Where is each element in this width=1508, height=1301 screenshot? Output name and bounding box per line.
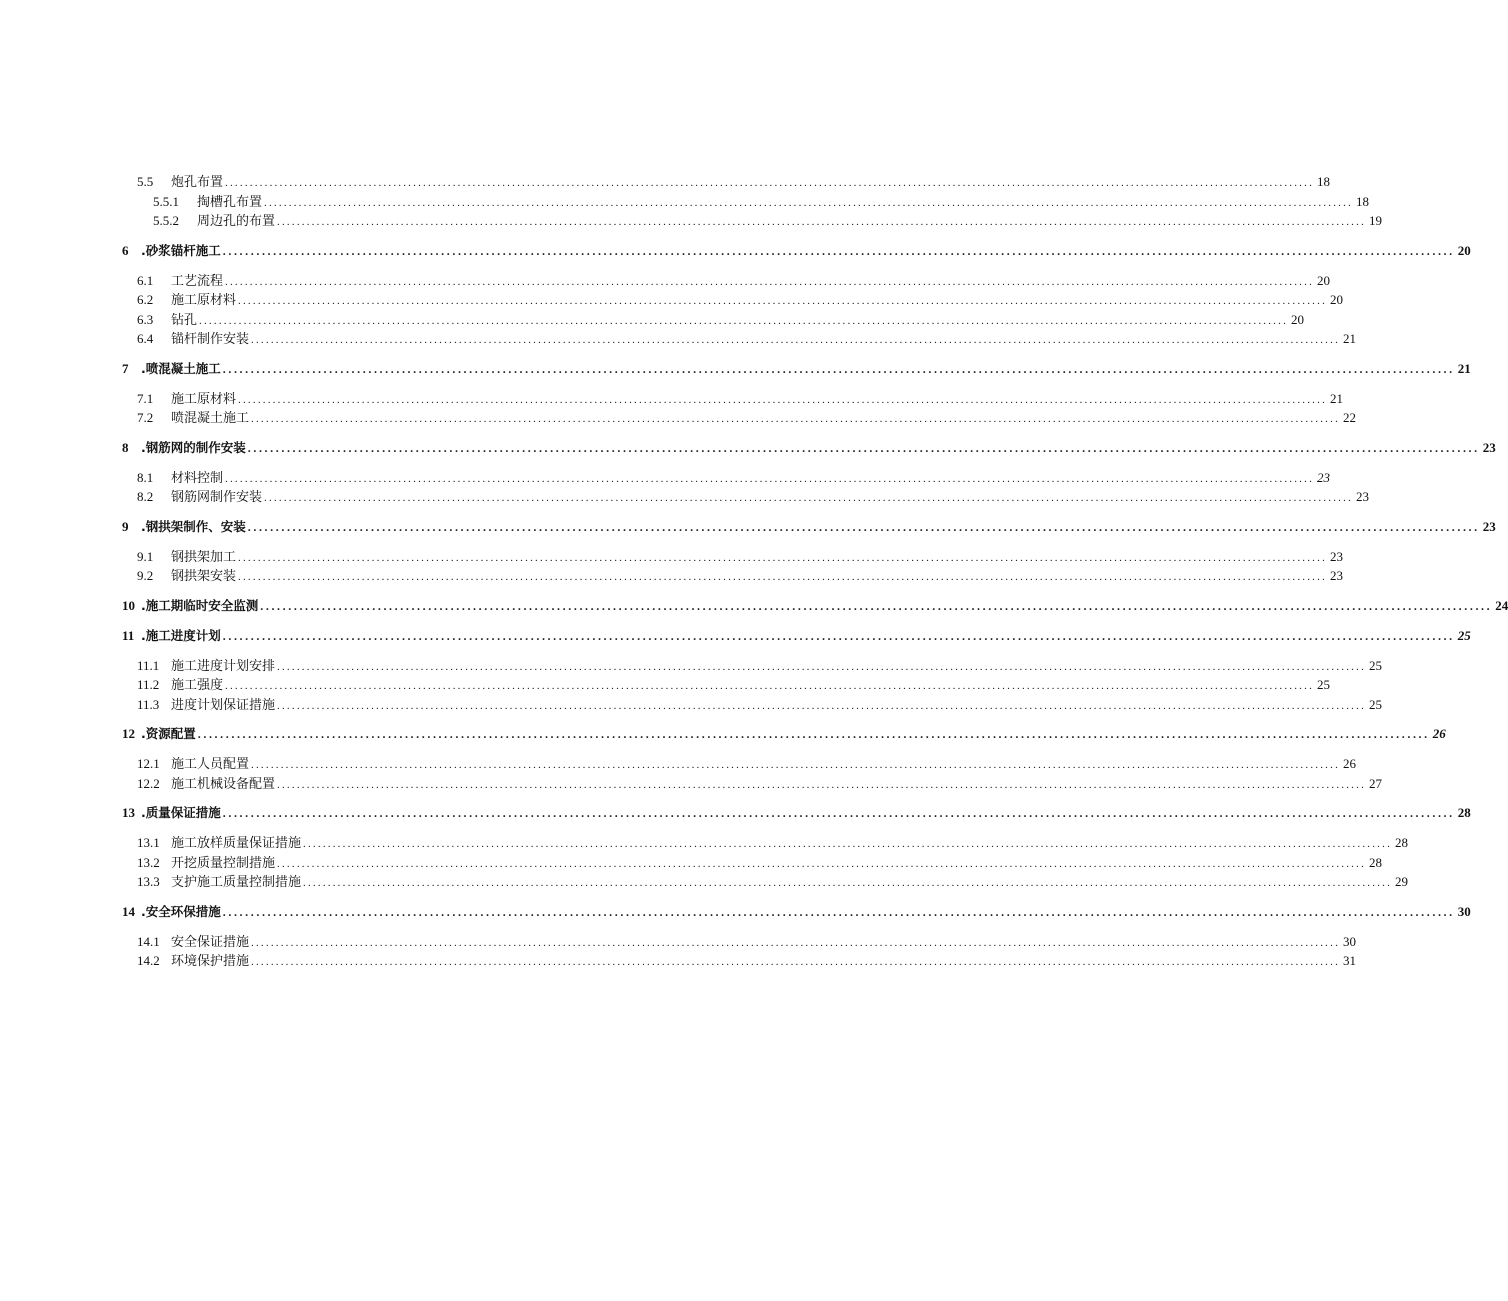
toc-entry-title: .安全环保措施 <box>141 903 221 919</box>
toc-page-number: 29 <box>1395 874 1409 889</box>
toc-entry-number: 6.4 <box>137 331 154 346</box>
toc-entry-number: 5.5 <box>137 174 154 189</box>
toc-dot-leader: ............................................................................................................................................................................................................................ <box>251 334 1341 346</box>
toc-dot-leader: ............................................................................................................................................................................................................................ <box>222 806 1455 820</box>
toc-entry-number: 12 <box>122 726 135 741</box>
toc-entry-number: 14.2 <box>137 953 160 968</box>
toc-entry[interactable] <box>0 290 1344 310</box>
toc-dot-leader: ............................................................................................................................................................................................................................ <box>277 216 1367 228</box>
toc-entry-number: 14 <box>122 903 135 919</box>
toc-entry-number: 11.2 <box>137 677 160 692</box>
toc-entry-title: 钻孔 <box>171 311 198 327</box>
toc-entry[interactable] <box>0 192 1370 212</box>
toc-entry-number: 9 <box>122 518 129 534</box>
toc-page-number: 25 <box>1369 696 1383 712</box>
toc-entry-number: 9.1 <box>137 548 154 564</box>
toc-dot-leader: ............................................................................................................................................................................................................................ <box>251 956 1341 968</box>
toc-entry-title: 掏槽孔布置 <box>197 193 263 209</box>
toc-entry-title: 施工原材料 <box>171 390 237 406</box>
toc-entry[interactable] <box>0 438 1496 458</box>
toc-page-number: 18 <box>1317 174 1331 189</box>
toc-entry-title: 钢拱架加工 <box>171 548 237 564</box>
toc-entry[interactable] <box>0 359 1471 379</box>
toc-entry[interactable] <box>0 724 1446 744</box>
toc-entry[interactable] <box>0 803 1471 823</box>
toc-entry-number: 14.1 <box>137 933 160 949</box>
toc-entry-title: 钢筋网制作安装 <box>171 489 263 504</box>
toc-dot-leader: ............................................................................................................................................................................................................................ <box>238 295 1328 307</box>
toc-entry-title: 钢拱架安装 <box>171 568 237 583</box>
toc-dot-leader: ............................................................................................................................................................................................................................ <box>247 519 1480 534</box>
toc-page-number: 23 <box>1330 568 1344 583</box>
toc-page-number: 26 <box>1432 726 1446 741</box>
toc-entry-title: .砂浆锚杆施工 <box>141 242 221 258</box>
toc-page-number: 25 <box>1369 657 1383 673</box>
toc-dot-leader: ............................................................................................................................................................................................................................ <box>303 838 1393 850</box>
toc-entry-title: 施工机械设备配置 <box>171 775 276 791</box>
toc-entry[interactable] <box>0 951 1357 971</box>
toc-entry-title: .喷混凝土施工 <box>141 360 221 376</box>
toc-dot-leader: ............................................................................................................................................................................................................................ <box>222 628 1455 643</box>
toc-page-number: 20 <box>1317 272 1331 288</box>
toc-page-number: 26 <box>1343 756 1357 771</box>
toc-entry-title: 周边孔的布置 <box>197 213 276 228</box>
toc-entry-title: .施工期临时安全监测 <box>141 597 259 613</box>
toc-entry-number: 7 <box>122 360 129 376</box>
toc-entry-number: 10 <box>122 597 135 613</box>
toc-dot-leader: ............................................................................................................................................................................................................................ <box>197 727 1430 741</box>
toc-entry-title: 施工人员配置 <box>171 756 250 771</box>
toc-page-number: 20 <box>1457 242 1471 258</box>
toc-entry-number: 11.3 <box>137 696 160 712</box>
toc-entry-title: 工艺流程 <box>171 272 224 288</box>
toc-dot-leader: ............................................................................................................................................................................................................................ <box>225 680 1315 692</box>
toc-dot-leader: ............................................................................................................................................................................................................................ <box>277 778 1367 791</box>
toc-entry-title: .资源配置 <box>141 726 196 741</box>
toc-page-number: 24 <box>1495 597 1508 613</box>
toc-dot-leader: ............................................................................................................................................................................................................................ <box>277 857 1367 870</box>
toc-entry-number: 7.2 <box>137 410 154 425</box>
toc-entry-title: 锚杆制作安装 <box>171 331 250 346</box>
toc-dot-leader: ............................................................................................................................................................................................................................ <box>238 571 1328 583</box>
toc-entry-number: 6.1 <box>137 272 154 288</box>
toc-dot-leader: ............................................................................................................................................................................................................................ <box>225 275 1315 288</box>
toc-page-number: 28 <box>1369 854 1383 870</box>
toc-dot-leader: ............................................................................................................................................................................................................................ <box>303 877 1393 889</box>
toc-entry-title: .钢筋网的制作安装 <box>141 439 246 455</box>
toc-dot-leader: ............................................................................................................................................................................................................................ <box>238 393 1328 406</box>
toc-entry-title: 施工放样质量保证措施 <box>171 835 302 850</box>
toc-entry-number: 6 <box>122 242 129 258</box>
toc-entry[interactable] <box>0 656 1383 676</box>
toc-entry-title: 进度计划保证措施 <box>171 696 276 712</box>
toc-dot-leader: ............................................................................................................................................................................................................................ <box>251 413 1341 425</box>
toc-entry-number: 11 <box>122 627 135 643</box>
toc-entry-number: 12.1 <box>137 756 160 771</box>
toc-page-number: 23 <box>1317 469 1331 485</box>
toc-entry[interactable] <box>0 211 1383 231</box>
toc-entry[interactable] <box>0 241 1471 261</box>
toc-entry-title: 炮孔布置 <box>171 174 224 189</box>
toc-entry[interactable] <box>0 408 1357 428</box>
toc-page-number: 28 <box>1395 835 1409 850</box>
toc-entry-number: 8.2 <box>137 489 154 504</box>
toc-entry-title: 施工进度计划安排 <box>171 657 276 673</box>
toc-entry-number: 13 <box>122 805 135 820</box>
toc-entry[interactable] <box>0 389 1344 409</box>
toc-entry-number: 13.3 <box>137 874 160 889</box>
toc-entry-title: 喷混凝土施工 <box>171 410 250 425</box>
toc-entry[interactable] <box>0 754 1357 774</box>
toc-entry[interactable] <box>0 310 1305 330</box>
toc-entry-title: 支护施工质量控制措施 <box>171 874 302 889</box>
toc-entry-title: .钢拱架制作、安装 <box>141 518 246 534</box>
toc-page-number: 20 <box>1291 311 1305 327</box>
toc-page-number: 22 <box>1343 410 1357 425</box>
toc-dot-leader: ............................................................................................................................................................................................................................ <box>264 492 1354 504</box>
toc-dot-leader: ............................................................................................................................................................................................................................ <box>225 177 1315 189</box>
toc-dot-leader: ............................................................................................................................................................................................................................ <box>247 440 1480 455</box>
toc-entry-number: 13.2 <box>137 854 160 870</box>
toc-entry[interactable] <box>0 468 1331 488</box>
toc-entry[interactable] <box>0 172 1331 192</box>
toc-page-number: 21 <box>1343 331 1357 346</box>
toc-entry[interactable] <box>0 774 1383 794</box>
toc-page-number: 21 <box>1330 390 1344 406</box>
toc-entry[interactable] <box>0 596 1508 616</box>
toc-dot-leader: ............................................................................................................................................................................................................................ <box>251 936 1341 949</box>
toc-dot-leader: ............................................................................................................................................................................................................................ <box>222 361 1455 376</box>
toc-entry[interactable] <box>0 271 1331 291</box>
toc-page-number: 23 <box>1356 489 1370 504</box>
toc-entry-number: 5.5.1 <box>153 193 179 209</box>
toc-entry-number: 11.1 <box>137 657 160 673</box>
toc-dot-leader: ............................................................................................................................................................................................................................ <box>251 759 1341 771</box>
toc-entry-number: 6.3 <box>137 311 154 327</box>
toc-entry-title: 材料控制 <box>171 469 224 485</box>
toc-entry-number: 7.1 <box>137 390 154 406</box>
toc-dot-leader: ............................................................................................................................................................................................................................ <box>225 472 1315 485</box>
toc-dot-leader: ............................................................................................................................................................................................................................ <box>277 699 1367 712</box>
toc-entry[interactable] <box>0 675 1331 695</box>
toc-entry-number: 8.1 <box>137 469 154 485</box>
toc-entry-title: .质量保证措施 <box>141 805 221 820</box>
toc-page-number: 30 <box>1457 903 1471 919</box>
toc-dot-leader: ............................................................................................................................................................................................................................ <box>222 243 1455 258</box>
toc-entry[interactable] <box>0 626 1471 646</box>
toc-entry-title: 环境保护措施 <box>171 953 250 968</box>
toc-entry[interactable] <box>0 853 1383 873</box>
toc-entry[interactable] <box>0 547 1344 567</box>
toc-entry-number: 8 <box>122 439 129 455</box>
toc-page-number: 21 <box>1457 360 1471 376</box>
toc-dot-leader: ............................................................................................................................................................................................................................ <box>260 598 1493 613</box>
toc-page-number: 19 <box>1369 213 1383 228</box>
toc-page-number: 25 <box>1457 627 1471 643</box>
toc-page-number: 27 <box>1369 775 1383 791</box>
toc-dot-leader: ............................................................................................................................................................................................................................ <box>222 904 1455 919</box>
toc-entry-number: 13.1 <box>137 835 160 850</box>
toc-entry-number: 6.2 <box>137 292 154 307</box>
toc-dot-leader: ............................................................................................................................................................................................................................ <box>277 660 1367 673</box>
table-of-contents <box>0 172 1508 971</box>
toc-entry[interactable] <box>0 329 1357 349</box>
toc-entry-title: 施工原材料 <box>171 292 237 307</box>
toc-page-number: 23 <box>1482 518 1496 534</box>
toc-entry-title: .施工进度计划 <box>141 627 221 643</box>
toc-page-number: 18 <box>1356 193 1370 209</box>
toc-entry[interactable] <box>0 517 1496 537</box>
toc-page-number: 23 <box>1330 548 1344 564</box>
toc-entry[interactable] <box>0 932 1357 952</box>
toc-entry-number: 12.2 <box>137 775 160 791</box>
toc-page-number: 20 <box>1330 292 1344 307</box>
toc-entry[interactable] <box>0 872 1409 892</box>
toc-entry[interactable] <box>0 695 1383 715</box>
toc-entry-number: 9.2 <box>137 568 154 583</box>
toc-page-number: 28 <box>1457 805 1471 820</box>
toc-page-number: 23 <box>1482 439 1496 455</box>
toc-entry[interactable] <box>0 902 1471 922</box>
toc-page-number: 30 <box>1343 933 1357 949</box>
toc-dot-leader: ............................................................................................................................................................................................................................ <box>199 314 1289 327</box>
toc-dot-leader: ............................................................................................................................................................................................................................ <box>264 196 1354 209</box>
toc-entry[interactable] <box>0 833 1409 853</box>
toc-dot-leader: ............................................................................................................................................................................................................................ <box>238 551 1328 564</box>
toc-entry-number: 5.5.2 <box>153 213 179 228</box>
toc-entry-title: 开挖质量控制措施 <box>171 854 276 870</box>
toc-entry-title: 安全保证措施 <box>171 933 250 949</box>
toc-entry-title: 施工强度 <box>171 677 224 692</box>
toc-entry[interactable] <box>0 487 1370 507</box>
toc-entry[interactable] <box>0 566 1344 586</box>
toc-page-number: 25 <box>1317 677 1331 692</box>
toc-page-number: 31 <box>1343 953 1357 968</box>
